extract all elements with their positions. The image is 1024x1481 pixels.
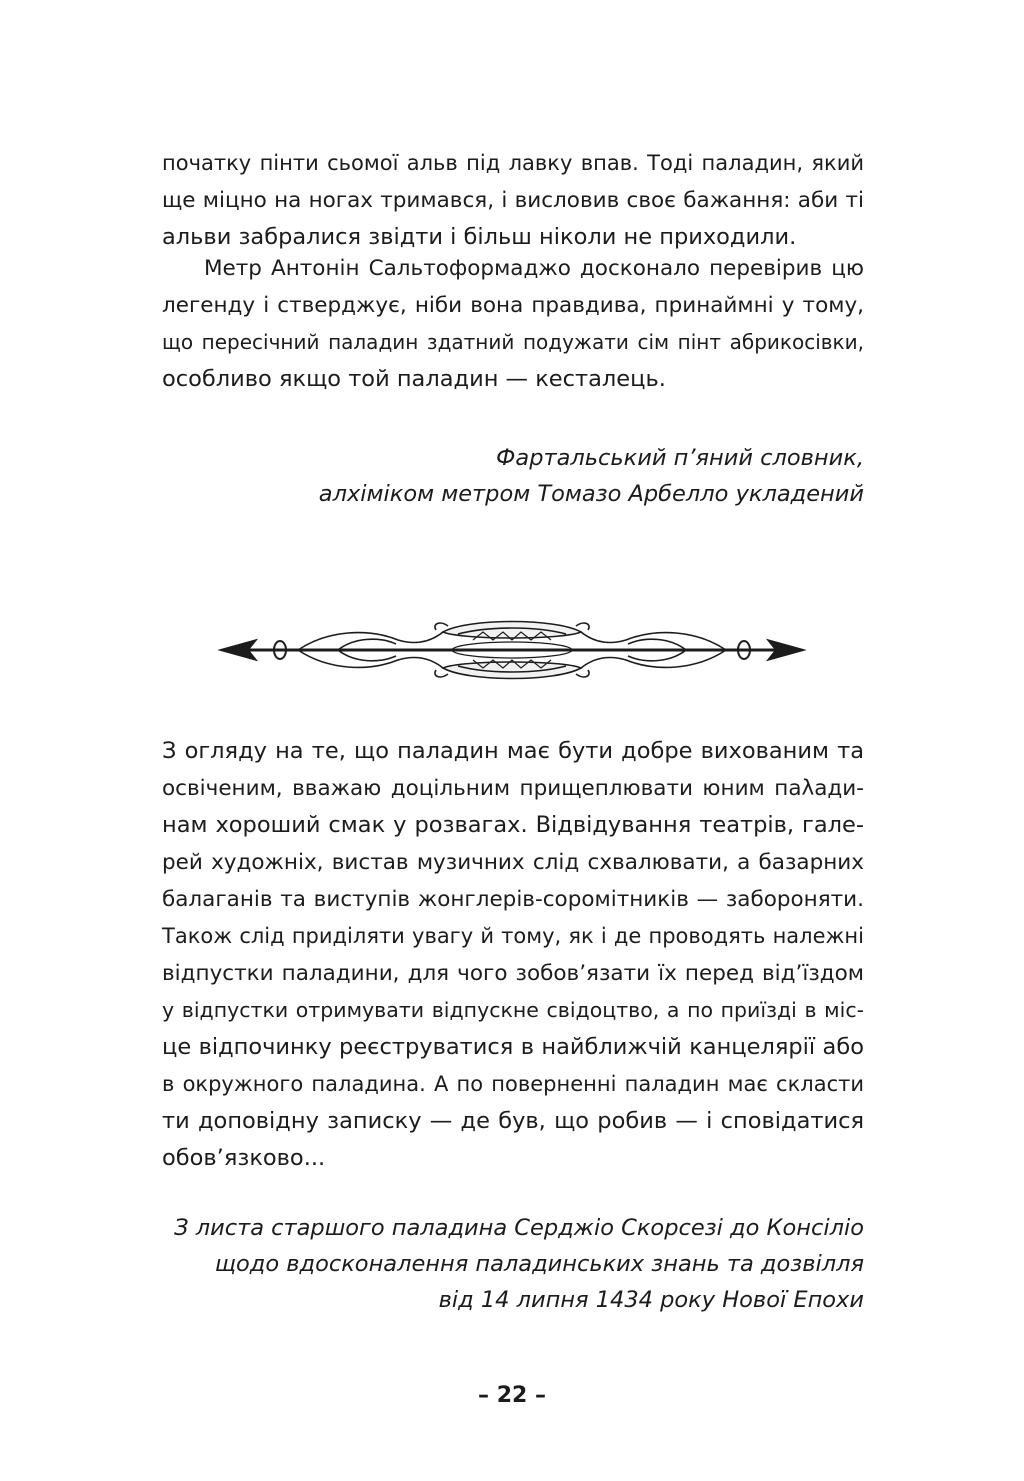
attribution-line: Фартальський п’яний словник, (496, 445, 864, 471)
text-line: відпустки паладини, для чого зобов’язати їх перед від’їздом (162, 961, 864, 986)
text-line: альви забралися звідти і більш ніколи не приходили. (162, 224, 797, 250)
text-line: нам хороший смак у розвагах. Відвідування театрів, гале- (162, 812, 864, 838)
text-line: рей художніх, вистав музичних слід схвалювати, а базарних (162, 850, 864, 875)
text-line: ти доповідну записку — де був, що робив — і сповідатися (162, 1108, 864, 1134)
decorative-divider-icon (218, 610, 806, 690)
text-line: З огляду на те, що паладин має бути добре вихованим та (162, 738, 864, 764)
attribution-line: від 14 липня 1434 року Нової Епохи (438, 1287, 864, 1313)
attribution-two (162, 1210, 864, 1318)
attribution-line: алхіміком метром Томазо Арбелло укладений (318, 481, 864, 507)
text-line: це відпочинку реєструватися в найближчій канцелярії або (162, 1034, 864, 1060)
text-line: балаганів та виступів жонглерів-соромітників — забороняти. (162, 887, 864, 912)
text-line: особливо якщо той паладин — кесталець. (162, 366, 666, 392)
paragraph-continued (162, 145, 864, 256)
attribution-one (162, 440, 864, 512)
text-line: Також слід приділяти увагу й тому, як і де проводять належні (162, 924, 864, 948)
text-line: освіченим, вважаю доцільним прищеплювати юним паλади- (162, 776, 864, 801)
paragraph-three (162, 733, 864, 1177)
attribution-line: З листа старшого паладина Серджіо Скорсезі до Консіліо (174, 1215, 864, 1241)
text-line: легенду і стверджує, ніби вона правдива, принаймні у тому, (162, 293, 864, 318)
text-line: що пересічний паладин здатний подужати сім пінт абрикосівки, (162, 330, 864, 354)
attribution-line: щодо вдосконалення паладинських знань та дозвілля (214, 1251, 864, 1277)
text-line: в окружного паладина. А по поверненні паладин має скласти (162, 1072, 864, 1096)
paragraph-two (162, 250, 864, 398)
text-line: ще міцно на ногах тримався, і висловив своє бажання: аби ті (162, 188, 864, 213)
text-line: Метр Антонін Сальтоформаджо досконало перевірив цю (204, 256, 864, 281)
page-number: – 22 – (478, 1383, 546, 1408)
text-line: початку пінти сьомої альв під лавку впав. Тоді паладин, який (162, 151, 864, 175)
text-line: обов’язково... (162, 1145, 326, 1171)
text-line: у відпустки отримувати відпускне свідоцтво, а по приїзді в міс- (162, 998, 864, 1022)
